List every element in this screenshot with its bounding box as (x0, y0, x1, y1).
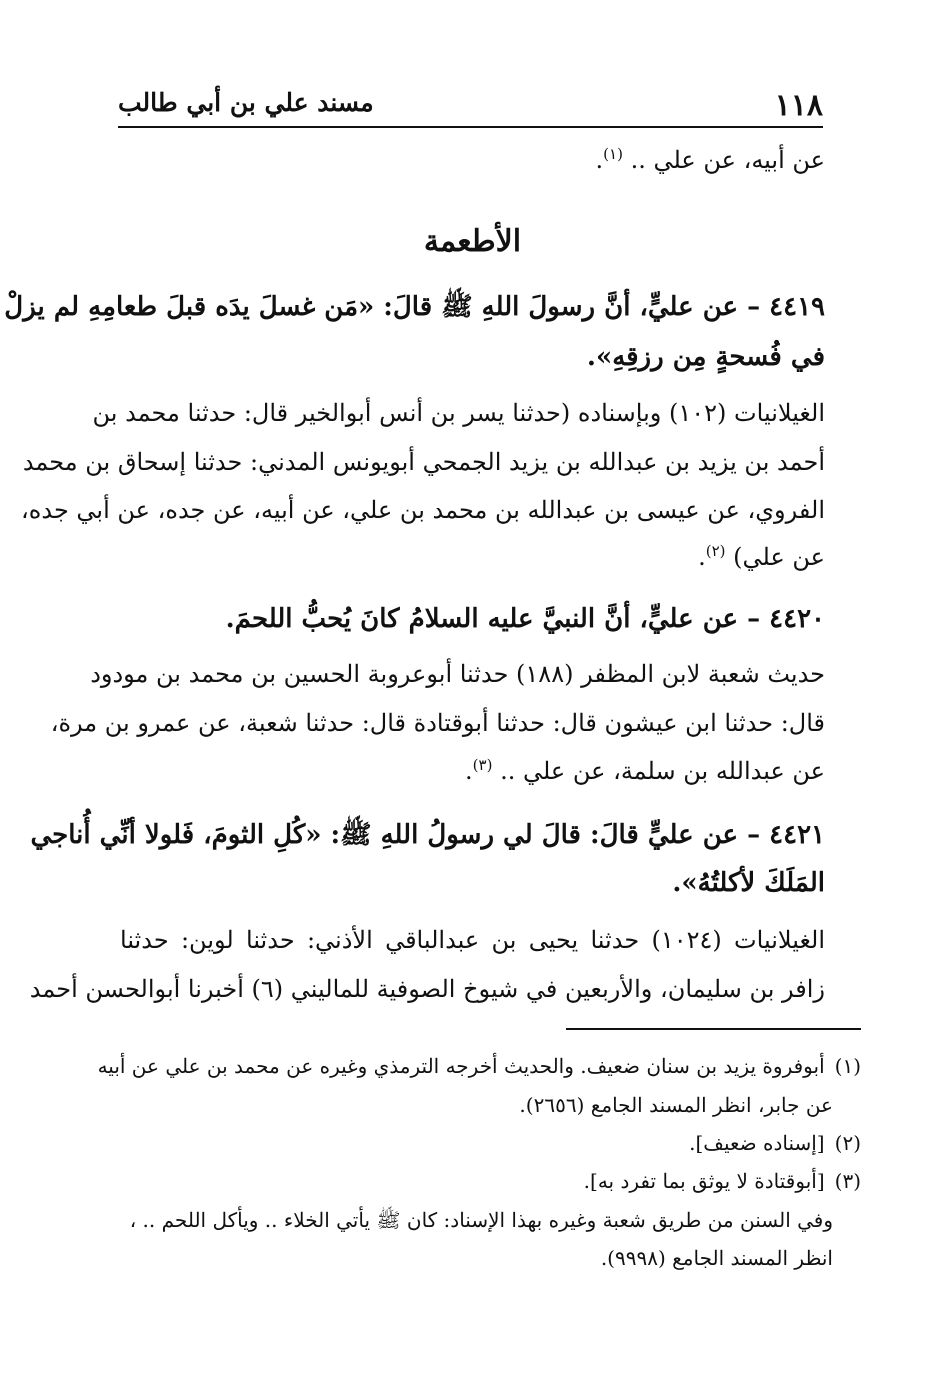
footnote-1-line1: (١)أبوفروة يزيد بن سنان ضعيف. والحديث أخرجه الترمذي وغيره عن محمد بن علي عن أبيه (97, 1054, 861, 1078)
source-4419-line4: عن علي) $^{(٢)}$. (698, 542, 825, 571)
running-title: مسند علي بن أبي طالب (118, 88, 374, 117)
intro-line: عن أبيه، عن علي .. $^{(١)}$. (595, 145, 825, 174)
footnote-rule (566, 1028, 861, 1030)
footnote-1-line2: عن جابر، انظر المسند الجامع (٢٦٥٦). (519, 1093, 833, 1117)
hadith-4420-line1: ٤٤٢٠ – عن عليٍّ، أنَّ النبيَّ عليه السلامُ كانَ يُحبُّ اللحمَ. (225, 604, 825, 634)
source-4420-line1: حديث شعبة لابن المظفر (١٨٨) حدثنا أبوعروبة الحسين بن محمد بن مودود (90, 660, 825, 688)
hadith-4421-line1: ٤٤٢١ – عن عليٍّ قالَ: قالَ لي رسولُ اللهِ ﷺ: «كُلِ الثومَ، فَلولا أنِّي أُناجي (30, 820, 825, 850)
source-4420-line3: عن عبدالله بن سلمة، عن علي .. $^{(٣)}$. (465, 756, 825, 785)
footnote-ref-1: (١) (603, 145, 623, 163)
footnote-3-cont-line2: انظر المسند الجامع (٩٩٩٨). (600, 1246, 833, 1270)
source-4419-line3: الفروي، عن عيسى بن عبدالله بن محمد بن علي، عن أبيه، عن جده، عن أبي جده، (21, 496, 825, 524)
page-number: ١١٨ (774, 88, 823, 123)
source-4419-line1: الغيلانيات (١٠٢) وبإسناده (حدثنا يسر بن أنس أبوالخير قال: حدثنا محمد بن (92, 399, 825, 427)
footnote-2: (٢)[إسناده ضعيف]. (689, 1131, 861, 1155)
footnote-2-number: (٢) (834, 1131, 861, 1155)
footnote-3-cont-line1: وفي السنن من طريق شعبة وغيره بهذا الإسناد: كان ﷺ يأتي الخلاء .. ويأكل اللحم .. ، (129, 1208, 833, 1232)
page-header (118, 82, 823, 122)
source-4419-line2: أحمد بن يزيد بن عبدالله بن يزيد الجمحي أبويونس المدني: حدثنا إسحاق بن محمد (22, 448, 825, 476)
footnote-ref-2: (٢) (705, 542, 726, 560)
source-4421-line2: زافر بن سليمان، والأربعين في شيوخ الصوفية للماليني (٦) أخبرنا أبوالحسن أحمد (29, 975, 825, 1003)
source-4421-line1: الغيلانيات (١٠٢٤) حدثنا يحيى بن عبدالباقي الأذني: حدثنا لوين: حدثنا (120, 926, 825, 954)
footnote-1-number: (١) (834, 1054, 861, 1078)
section-title: الأطعمة (423, 224, 522, 259)
hadith-4421-line2: المَلَكَ لأكلتُهُ». (672, 868, 825, 898)
footnote-3-number: (٣) (834, 1169, 861, 1193)
footnote-3: (٣)[أبوقتادة لا يوثق بما تفرد به]. (583, 1169, 861, 1193)
header-rule (118, 126, 823, 128)
hadith-4419-line2: في فُسحةٍ مِن رزقِهِ». (586, 342, 825, 372)
source-4420-line2: قال: حدثنا ابن عيشون قال: حدثنا أبوقتادة قال: حدثنا شعبة، عن عمرو بن مرة، (50, 709, 825, 737)
footnote-ref-3: (٣) (472, 756, 493, 774)
hadith-4419-line1: ٤٤١٩ – عن عليٍّ، أنَّ رسولَ اللهِ ﷺ قالَ: «مَن غسلَ يدَه قبلَ طعامِهِ لم يزلْ (4, 292, 825, 322)
